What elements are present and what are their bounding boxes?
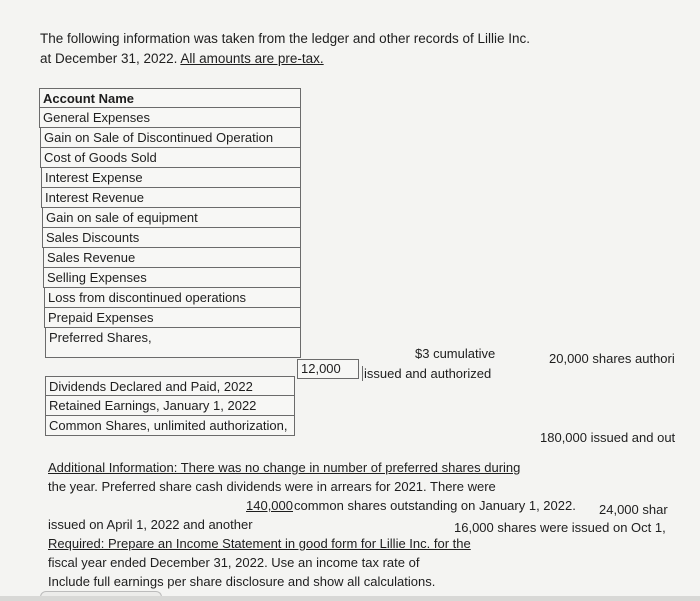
shares-issued-right: 24,000 shar [599,502,668,517]
table-row: Loss from discontinued operations [44,288,301,308]
additional-line-3 [48,496,688,515]
common-issued-right: 180,000 issued and out [540,430,676,445]
preferred-authorized-right: 20,000 shares authori [549,351,675,366]
table-row: Selling Expenses [43,268,301,288]
table-header: Account Name [39,88,301,108]
table-row: Retained Earnings, January 1, 2022 [45,396,295,416]
outstanding-shares-number: 140,000 [246,498,293,513]
additional-line-2: the year. Preferred share cash dividends were in arrears for 2021. There were [48,479,496,494]
intro-line-2 [40,49,640,69]
intro-line-2-underlined: All amounts are pre-tax. [180,51,324,66]
preferred-cumulative: $3 cumulative [415,346,496,361]
required-heading: Required: Prepare an Income Statement in good form for Lillie Inc. for the [48,536,471,551]
table-row: Sales Discounts [42,228,301,248]
outstanding-shares-text: common shares outstanding on January 1, 2022. [294,498,576,513]
additional-line-6: fiscal year ended December 31, 2022. Use an income tax rate of [48,555,420,570]
additional-line-4-left: issued on April 1, 2022 and another [48,517,253,532]
table-row: Preferred Shares, [45,328,301,358]
table-row: General Expenses [39,108,301,128]
table-row: Cost of Goods Sold [40,148,301,168]
table-row: Interest Revenue [41,188,301,208]
table-row: Prepaid Expenses [44,308,301,328]
table-row: Interest Expense [41,168,301,188]
table-row: Dividends Declared and Paid, 2022 [45,376,295,396]
intro-text [40,29,640,69]
intro-line-2-prefix: at December 31, 2022. [40,51,181,66]
preferred-value-cell: 12,000 [297,359,359,379]
table-row: Gain on sale of equipment [42,208,301,228]
additional-line-1: Additional Information: There was no change in number of preferred shares during [48,460,521,475]
table-row: Gain on Sale of Discontinued Operation [40,128,301,148]
intro-line-1: The following information was taken from the ledger and other records of Lillie Inc. [40,31,531,46]
additional-line-7: Include full earnings per share disclosure and show all calculations. [48,574,436,589]
table-row: Sales Revenue [43,248,301,268]
bottom-edge [0,596,700,601]
table-row: Common Shares, unlimited authorization, [45,416,295,436]
additional-information [48,458,688,591]
preferred-issued: issued and authorized [364,366,492,381]
additional-line-4-right: 16,000 shares were issued on Oct 1, [454,520,666,535]
additional-line-4 [48,515,688,534]
